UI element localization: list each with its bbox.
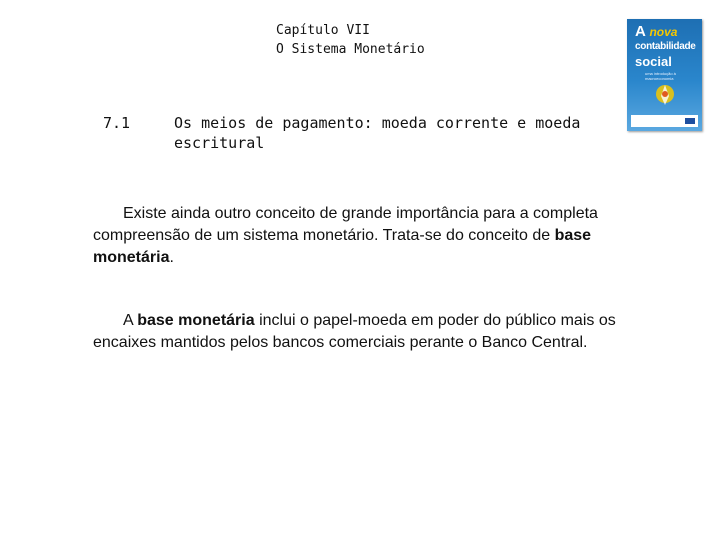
paragraph-2-start: A — [123, 312, 138, 329]
book-cover-title-line2: contabilidade — [635, 41, 696, 52]
book-cover-footer — [631, 115, 698, 127]
paragraph-1-text: Existe ainda outro conceito de grande importância para a completa compreensão de um sistema monetário. Trata-se do conceito de — [93, 205, 598, 244]
chapter-subtitle: O Sistema Monetário — [276, 42, 425, 57]
paragraph-2-text: inclui o papel-moeda em poder do público mais os encaixes mantidos pelos bancos comerciais perante o Banco Central. — [93, 312, 616, 351]
book-cover-image — [627, 19, 702, 131]
paragraph-1-bold-term: base monetária — [93, 227, 592, 266]
book-cover-title-line1 — [635, 23, 699, 40]
chapter-title: Capítulo VII — [276, 23, 370, 38]
section-number: 7.1 — [103, 114, 131, 132]
book-cover-title-line3: social — [635, 54, 672, 69]
book-cover-illustration-icon — [653, 82, 677, 108]
book-cover-title-nova: nova — [649, 25, 678, 39]
paragraph-1-end: . — [169, 249, 174, 266]
book-cover-title-a: A — [635, 23, 646, 40]
publisher-logo-icon — [685, 118, 695, 124]
book-cover-subtitle: uma introdução à macroeconomia — [645, 71, 676, 81]
paragraph-2-bold-term: base monetária — [137, 312, 255, 329]
paragraph-2 — [93, 310, 633, 354]
chapter-heading — [276, 21, 425, 59]
paragraph-1 — [93, 203, 633, 269]
section-title: Os meios de pagamento: moeda corrente e moeda escritural — [174, 114, 581, 152]
